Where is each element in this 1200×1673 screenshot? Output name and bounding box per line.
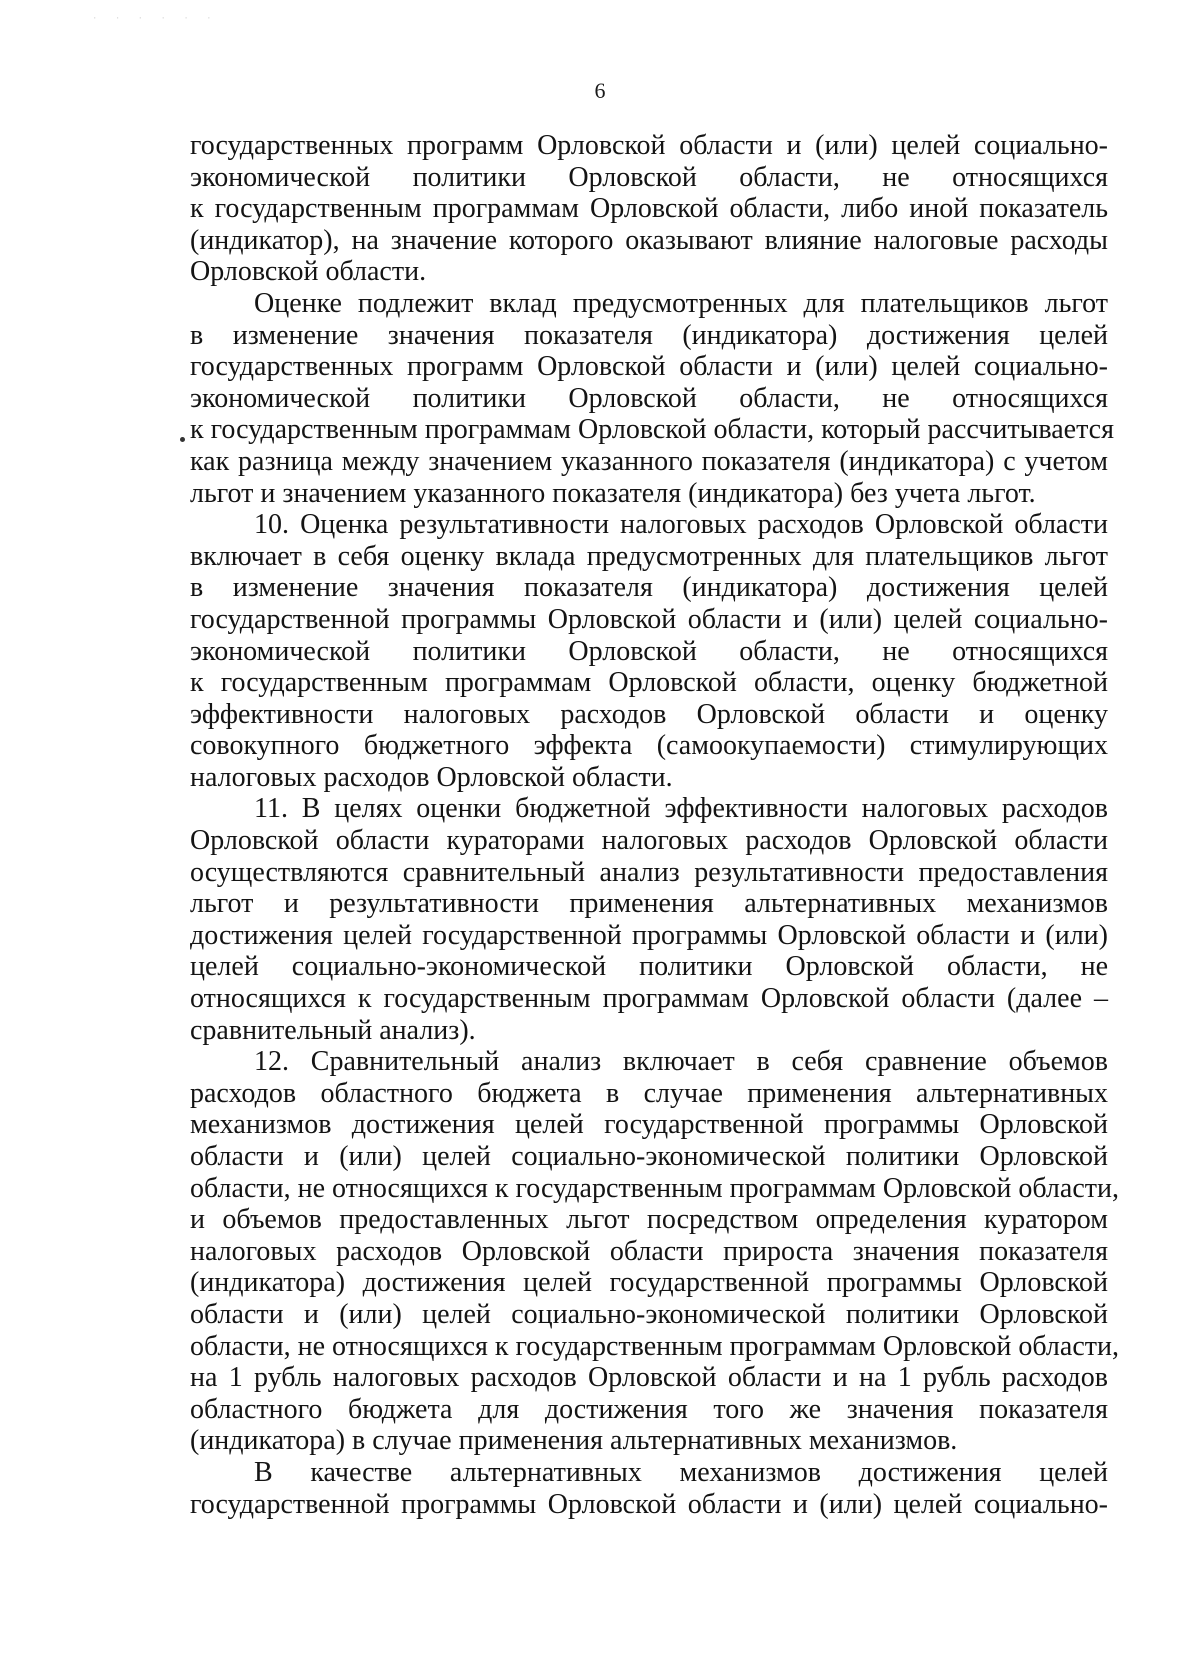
text-line: совокупного бюджетного эффекта (самоокупаемости) стимулирующих (190, 730, 1108, 762)
paragraph-p2 (190, 509, 1108, 793)
text-line: как разница между значением указанного показателя (индикатора) с учетом (190, 445, 1108, 477)
text-line: достижения целей государственной программы Орловской области и (или) (190, 919, 1108, 951)
text-line: расходов областного бюджета в случае применения альтернативных (190, 1077, 1108, 1109)
paragraph-p0 (190, 130, 1108, 288)
text-line: сравнительный анализ). (190, 1014, 476, 1046)
text-line: льгот и результативности применения альтернативных механизмов (190, 888, 1108, 920)
text-line: льгот и значением указанного показателя (индикатора) без учета льгот. (190, 477, 1036, 509)
text-line: области, не относящихся к государственным программам Орловской области, (190, 1172, 1119, 1204)
text-line: Орловской области кураторами налоговых расходов Орловской области (190, 825, 1108, 857)
text-line: 11. В целях оценки бюджетной эффективности налоговых расходов (254, 793, 1108, 825)
text-line: области и (или) целей социально-экономической политики Орловской (190, 1298, 1108, 1330)
text-line: (индикатора) достижения целей государственной программы Орловской (190, 1267, 1108, 1299)
text-line: Оценке подлежит вклад предусмотренных для плательщиков льгот (254, 287, 1108, 319)
text-line: в изменение значения показателя (индикатора) достижения целей (190, 572, 1108, 604)
text-line: 10. Оценка результативности налоговых расходов Орловской области (254, 509, 1108, 541)
text-line: осуществляются сравнительный анализ результативности предоставления (190, 856, 1108, 888)
text-line: к государственным программам Орловской области, который рассчитывается (190, 414, 1114, 446)
text-line: на 1 рубль налоговых расходов Орловской области и на 1 рубль расходов (190, 1362, 1108, 1394)
text-line: (индикатор), на значение которого оказывают влияние налоговые расходы (190, 224, 1108, 256)
paragraph-p1 (190, 287, 1114, 509)
text-line: В качестве альтернативных механизмов достижения целей (254, 1456, 1108, 1488)
paragraph-p5 (190, 1457, 1108, 1520)
text-line: налоговых расходов Орловской области прироста значения показателя (190, 1235, 1108, 1267)
text-line: к государственным программам Орловской области, либо иной показатель (190, 193, 1108, 225)
text-line: целей социально-экономической политики Орловской области, не (190, 951, 1108, 983)
paragraph-p3 (190, 793, 1108, 1046)
text-line: эффективности налоговых расходов Орловской области и оценку (190, 698, 1108, 730)
text-line: механизмов достижения целей государственной программы Орловской (190, 1109, 1108, 1141)
document-body (190, 130, 1119, 1520)
scan-dot-mark (180, 437, 185, 442)
scan-artifact: · · · · · · (92, 14, 218, 24)
text-line: экономической политики Орловской области, не относящихся (190, 635, 1108, 667)
text-line: Орловской области. (190, 256, 427, 288)
text-line: в изменение значения показателя (индикатора) достижения целей (190, 319, 1108, 351)
text-line: к государственным программам Орловской области, оценку бюджетной (190, 667, 1108, 699)
text-line: включает в себя оценку вклада предусмотренных для плательщиков льгот (190, 540, 1108, 572)
text-line: области и (или) целей социально-экономической политики Орловской (190, 1141, 1108, 1172)
text-line: экономической политики Орловской области, не относящихся (190, 161, 1108, 193)
text-line: и объемов предоставленных льгот посредством определения куратором (190, 1204, 1108, 1236)
paragraph-p4 (190, 1046, 1119, 1457)
text-line: государственных программ Орловской области и (или) целей социально- (190, 130, 1108, 161)
text-line: 12. Сравнительный анализ включает в себя сравнение объемов (254, 1046, 1108, 1078)
text-line: (индикатора) в случае применения альтернативных механизмов. (190, 1425, 958, 1457)
text-line: государственных программ Орловской области и (или) целей социально- (190, 351, 1108, 383)
text-line: государственной программы Орловской области и (или) целей социально- (190, 603, 1108, 635)
text-line: относящихся к государственным программам Орловской области (далее – (190, 983, 1108, 1015)
text-line: экономической политики Орловской области, не относящихся (190, 382, 1108, 414)
text-line: области, не относящихся к государственным программам Орловской области, (190, 1330, 1119, 1362)
page-number: 6 (594, 78, 606, 103)
text-line: налоговых расходов Орловской области. (190, 761, 673, 793)
text-line: областного бюджета для достижения того же значения показателя (190, 1393, 1108, 1425)
text-line: государственной программы Орловской области и (или) целей социально- (190, 1488, 1108, 1520)
